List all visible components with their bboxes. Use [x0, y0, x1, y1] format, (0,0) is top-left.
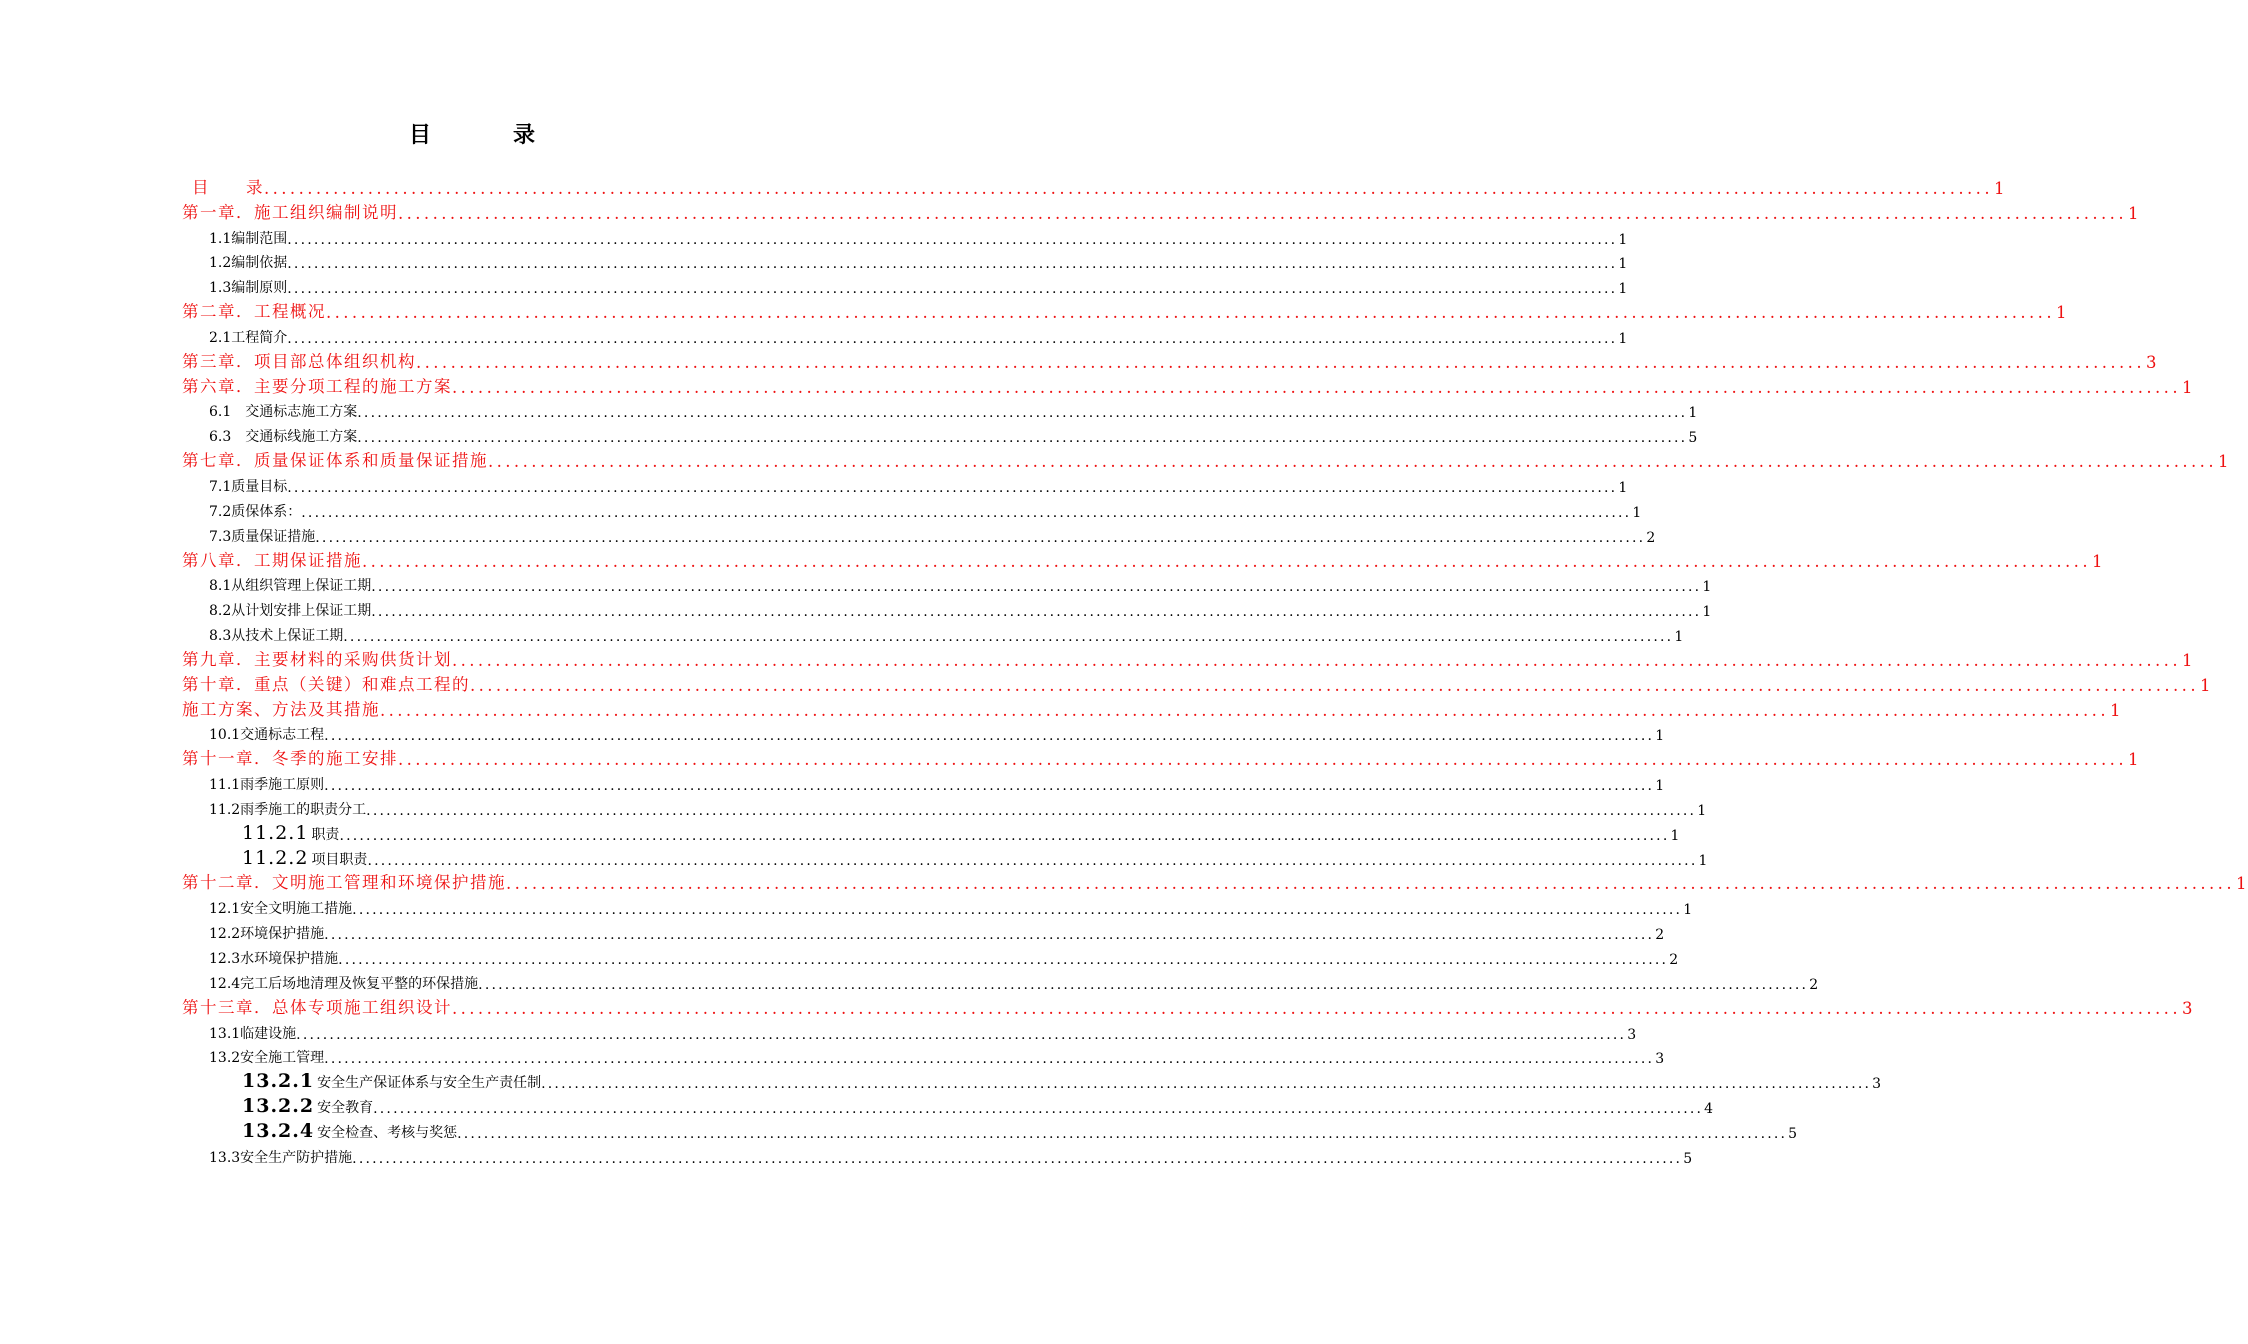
- toc-entry-label: [209, 526, 315, 546]
- toc-leader-dots: ........................................................................................................................................................................................................: [315, 529, 1646, 546]
- toc-entry[interactable]: [182, 173, 2006, 198]
- toc-entry-label: [209, 774, 324, 794]
- toc-leader-dots: ........................................................................................................................................................................................................: [357, 430, 1688, 447]
- toc-page-number: 1: [1618, 256, 1628, 273]
- toc-entry-text: 13.2安全施工管理: [209, 1050, 325, 1067]
- toc-entry-label: [182, 298, 326, 322]
- table-of-contents: [182, 173, 2248, 1167]
- toc-page-number: 4: [1704, 1101, 1714, 1118]
- toc-leader-dots: ........................................................................................................................................................................................................: [452, 998, 2181, 1018]
- toc-entry-text: 8.3从技术上保证工期: [209, 628, 344, 645]
- toc-page-number: 1: [2181, 650, 2194, 670]
- toc-entry-label: [209, 401, 357, 421]
- toc-entry-label: [182, 745, 398, 769]
- toc-entry-text: 12.1安全文明施工措施: [209, 901, 353, 918]
- toc-entry-label: [182, 696, 380, 720]
- toc-page-number: 1: [1670, 827, 1680, 844]
- toc-entry-text: 第三章．项目部总体组织机构: [182, 351, 416, 371]
- toc-entry[interactable]: [182, 471, 1628, 496]
- toc-leader-dots: ........................................................................................................................................................................................................: [287, 256, 1618, 273]
- toc-entry-number: 11.2.2: [242, 846, 309, 869]
- toc-entry[interactable]: [182, 397, 1698, 422]
- toc-entry-label: [242, 1120, 457, 1142]
- toc-entry[interactable]: [182, 1117, 1798, 1142]
- toc-entry-label: [182, 199, 398, 223]
- toc-leader-dots: ........................................................................................................................................................................................................: [367, 852, 1698, 869]
- toc-leader-dots: ........................................................................................................................................................................................................: [338, 952, 1669, 968]
- toc-entry-text: 项目职责: [311, 851, 368, 868]
- toc-entry-label: [209, 799, 366, 819]
- toc-entry-number: 13.2.1: [242, 1070, 315, 1093]
- toc-entry-text: 6.1 交通标志施工方案: [209, 404, 358, 421]
- toc-entry-label: [209, 426, 357, 446]
- toc-entry[interactable]: [182, 372, 2194, 397]
- toc-page-number: 1: [2181, 377, 2194, 397]
- toc-page-number: 2: [1646, 529, 1656, 546]
- toc-entry-text: 第九章．主要材料的采购供货计划: [182, 649, 452, 669]
- toc-entry-text: 11.2雨季施工的职责分工: [209, 801, 367, 818]
- toc-leader-dots: ........................................................................................................................................................................................................: [478, 976, 1809, 993]
- toc-entry-label: [242, 1095, 373, 1117]
- toc-page-number: 1: [1697, 802, 1707, 819]
- toc-entry-label: [209, 501, 301, 521]
- toc-page-number: 3: [2145, 352, 2158, 372]
- toc-entry[interactable]: [182, 794, 1707, 819]
- toc-leader-dots: ........................................................................................................................................................................................................: [287, 281, 1618, 298]
- toc-page-number: 1: [2091, 551, 2104, 571]
- toc-entry-text: 第六章．主要分项工程的施工方案: [182, 376, 452, 396]
- toc-entry-text: 第十章．重点（关键）和难点工程的: [182, 674, 470, 694]
- toc-leader-dots: ........................................................................................................................................................................................................: [541, 1076, 1872, 1093]
- toc-entry[interactable]: [182, 744, 2140, 770]
- toc-entry-label: [182, 671, 470, 695]
- toc-leader-dots: ........................................................................................................................................................................................................: [324, 778, 1655, 795]
- toc-entry-label: [209, 228, 287, 248]
- toc-entry-text: 第八章．工期保证措施: [182, 550, 362, 570]
- toc-entry-text: 安全生产保证体系与安全生产责任制: [317, 1075, 542, 1092]
- toc-leader-dots: ........................................................................................................................................................................................................: [343, 629, 1674, 646]
- toc-page-number: 1: [2235, 874, 2248, 894]
- toc-entry-text: 12.4完工后场地清理及恢复平整的环保措施: [209, 975, 479, 992]
- toc-entry[interactable]: [182, 943, 1679, 968]
- toc-entry-text: 7.1质量目标: [209, 478, 288, 495]
- toc-entry-text: 7.3质量保证措施: [209, 528, 316, 545]
- toc-leader-dots: ........................................................................................................................................................................................................: [357, 405, 1688, 422]
- toc-entry-label: [209, 724, 324, 744]
- toc-entry-label: [209, 1147, 352, 1167]
- toc-page-number: 3: [1655, 1051, 1665, 1068]
- page-title: 目 录: [408, 122, 565, 148]
- toc-entry[interactable]: [182, 223, 1628, 248]
- toc-entry[interactable]: [182, 1043, 1665, 1068]
- toc-entry-text: 6.3 交通标线施工方案: [209, 429, 358, 446]
- toc-entry-text: 第十三章．总体专项施工组织设计: [182, 997, 452, 1017]
- toc-entry[interactable]: [182, 521, 1656, 546]
- toc-entry-label: [209, 948, 338, 968]
- toc-entry-text: 10.1交通标志工程: [209, 727, 325, 744]
- toc-entry[interactable]: [182, 670, 2212, 695]
- toc-page-number: 1: [1618, 231, 1628, 248]
- toc-entry[interactable]: [182, 446, 2230, 472]
- toc-entry[interactable]: [182, 1092, 1714, 1118]
- toc-leader-dots: ........................................................................................................................................................................................................: [398, 203, 2127, 223]
- toc-entry-text: 8.1从组织管理上保证工期: [209, 578, 372, 595]
- toc-page-number: 1: [2199, 675, 2212, 695]
- toc-entry-text: 12.3水环境保护措施: [209, 951, 339, 967]
- toc-page-number: 1: [1702, 604, 1712, 621]
- toc-entry-number: 13.2.2: [242, 1095, 315, 1118]
- toc-entry-label: [182, 994, 452, 1018]
- toc-page-number: 1: [1702, 579, 1712, 596]
- toc-entry-label: [209, 1047, 324, 1067]
- toc-leader-dots: ........................................................................................................................................................................................................: [371, 579, 1702, 596]
- toc-entry[interactable]: [182, 1018, 1637, 1043]
- toc-entry[interactable]: [182, 645, 2194, 670]
- toc-entry-text: 1.3编制原则: [209, 280, 288, 297]
- toc-page-number: 1: [1632, 504, 1642, 521]
- toc-entry-label: [209, 476, 287, 496]
- toc-leader-dots: ........................................................................................................................................................................................................: [371, 604, 1702, 621]
- toc-leader-dots: ........................................................................................................................................................................................................: [324, 728, 1655, 745]
- toc-entry-label: [209, 252, 287, 272]
- toc-entry[interactable]: [182, 248, 1628, 273]
- toc-page-number: 2: [1655, 927, 1665, 944]
- toc-page-number: 1: [1618, 330, 1628, 347]
- toc-entry[interactable]: [182, 968, 1819, 993]
- toc-entry-label: [182, 174, 264, 198]
- toc-leader-dots: ........................................................................................................................................................................................................: [324, 1051, 1655, 1068]
- toc-leader-dots: ........................................................................................................................................................................................................: [264, 178, 1993, 198]
- toc-entry-label: [182, 348, 416, 372]
- toc-leader-dots: ........................................................................................................................................................................................................: [352, 902, 1683, 919]
- toc-entry-label: [242, 1070, 541, 1092]
- toc-leader-dots: ........................................................................................................................................................................................................: [457, 1125, 1788, 1142]
- toc-leader-dots: ........................................................................................................................................................................................................: [470, 675, 2199, 695]
- toc-leader-dots: ........................................................................................................................................................................................................: [301, 504, 1632, 521]
- toc-page-number: 1: [1655, 728, 1665, 745]
- toc-leader-dots: ........................................................................................................................................................................................................: [352, 1150, 1683, 1167]
- toc-entry-text: 安全教育: [317, 1100, 374, 1117]
- toc-entry-text: 第十二章．文明施工管理和环境保护措施: [182, 873, 506, 893]
- toc-entry[interactable]: [182, 893, 1693, 919]
- toc-entry-label: [209, 277, 287, 297]
- toc-entry[interactable]: [182, 198, 2140, 223]
- toc-entry-text: 7.2质保体系：: [209, 503, 302, 520]
- toc-entry[interactable]: [182, 546, 2104, 571]
- toc-entry-label: [209, 973, 478, 993]
- toc-leader-dots: ........................................................................................................................................................................................................: [287, 479, 1618, 496]
- toc-entry[interactable]: [182, 496, 1642, 521]
- toc-page-number: 1: [1674, 629, 1684, 646]
- toc-entry-label: [182, 373, 452, 397]
- toc-leader-dots: ........................................................................................................................................................................................................: [488, 452, 2217, 472]
- toc-page-number: 3: [1627, 1026, 1637, 1043]
- toc-entry-label: [209, 1023, 296, 1043]
- toc-entry-text: 第十一章．冬季的施工安排: [182, 749, 398, 769]
- toc-leader-dots: ........................................................................................................................................................................................................: [416, 352, 2145, 372]
- toc-entry-label: [209, 575, 371, 595]
- toc-entry-label: [182, 547, 362, 571]
- toc-entry-text: 1.2编制依据: [209, 255, 288, 272]
- toc-entry-label: [182, 869, 506, 893]
- toc-entry[interactable]: [182, 571, 1712, 596]
- toc-entry-label: [182, 447, 488, 471]
- toc-entry[interactable]: [182, 844, 1708, 869]
- toc-entry-text: 第二章．工程概况: [182, 302, 326, 322]
- toc-entry[interactable]: [182, 322, 1628, 347]
- toc-entry-text: 8.2从计划安排上保证工期: [209, 603, 372, 620]
- toc-entry[interactable]: [182, 819, 1680, 844]
- toc-page-number: 1: [1655, 778, 1665, 795]
- toc-entry-label: [209, 625, 343, 645]
- toc-page-number: 5: [1688, 430, 1698, 447]
- toc-entry-label: [209, 327, 287, 347]
- toc-entry-text: 11.1雨季施工原则: [209, 777, 325, 794]
- toc-entry-number: 13.2.4: [242, 1119, 315, 1142]
- toc-page-number: 3: [2181, 998, 2194, 1018]
- toc-page-number: 1: [1993, 178, 2006, 198]
- toc-page-number: 1: [1688, 405, 1698, 422]
- toc-entry[interactable]: [182, 993, 2194, 1018]
- toc-entry[interactable]: [182, 769, 1665, 795]
- toc-entry-text: 13.1临建设施: [209, 1025, 297, 1042]
- toc-entry-text: 第一章．施工组织编制说明: [182, 202, 398, 222]
- toc-page-number: 1: [1683, 902, 1693, 919]
- toc-entry[interactable]: [182, 918, 1665, 944]
- toc-page-number: 1: [2127, 203, 2140, 223]
- toc-leader-dots: ........................................................................................................................................................................................................: [398, 750, 2127, 770]
- toc-entry-label: [209, 600, 371, 620]
- toc-page-number: 2: [1669, 952, 1679, 968]
- toc-entry[interactable]: [182, 421, 1698, 447]
- toc-entry[interactable]: [182, 297, 2068, 323]
- toc-entry-label: [209, 923, 324, 943]
- toc-entry[interactable]: [182, 272, 1628, 298]
- toc-entry-text: 目 录: [192, 177, 264, 197]
- toc-entry-number: 11.2.1: [242, 821, 309, 844]
- toc-page-number: 1: [2217, 452, 2230, 472]
- toc-entry[interactable]: [182, 1067, 1882, 1093]
- toc-entry-text: 施工方案、方法及其措施: [182, 699, 380, 719]
- toc-entry-text: 1.1编制范围: [209, 230, 288, 247]
- toc-page-number: 1: [1698, 852, 1708, 869]
- toc-leader-dots: ........................................................................................................................................................................................................: [373, 1101, 1704, 1118]
- toc-page-number: 1: [2109, 700, 2122, 720]
- toc-leader-dots: ........................................................................................................................................................................................................: [362, 551, 2091, 571]
- toc-leader-dots: ........................................................................................................................................................................................................: [452, 377, 2181, 397]
- toc-entry[interactable]: [182, 347, 2158, 372]
- toc-entry[interactable]: [182, 695, 2122, 720]
- toc-entry[interactable]: [182, 1142, 1693, 1167]
- toc-leader-dots: ........................................................................................................................................................................................................: [452, 650, 2181, 670]
- toc-entry[interactable]: [182, 620, 1684, 646]
- toc-entry-text: 12.2环境保护措施: [209, 926, 325, 943]
- toc-leader-dots: ........................................................................................................................................................................................................: [326, 303, 2055, 323]
- toc-page-number: 5: [1788, 1125, 1798, 1142]
- toc-entry[interactable]: [182, 869, 2248, 894]
- toc-entry-label: [242, 822, 339, 844]
- toc-entry-label: [182, 646, 452, 670]
- toc-leader-dots: ........................................................................................................................................................................................................: [287, 231, 1618, 248]
- toc-page-number: 1: [2127, 750, 2140, 770]
- toc-entry-text: 第七章．质量保证体系和质量保证措施: [182, 451, 488, 471]
- toc-leader-dots: ........................................................................................................................................................................................................: [380, 700, 2109, 720]
- toc-page-number: 1: [2055, 303, 2068, 323]
- toc-page-number: 1: [1618, 479, 1628, 496]
- toc-entry-label: [209, 898, 352, 918]
- toc-entry[interactable]: [182, 720, 1665, 745]
- toc-leader-dots: ........................................................................................................................................................................................................: [339, 827, 1670, 844]
- toc-entry-text: 安全检查、考核与奖惩: [317, 1124, 458, 1141]
- toc-page-number: 3: [1872, 1076, 1882, 1093]
- toc-page-number: 2: [1809, 976, 1819, 993]
- toc-entry-text: 职责: [311, 826, 340, 843]
- toc-page-number: 5: [1683, 1150, 1693, 1167]
- toc-entry-text: 2.1工程简介: [209, 329, 288, 346]
- toc-entry[interactable]: [182, 595, 1712, 621]
- toc-entry-text: 13.3安全生产防护措施: [209, 1149, 353, 1166]
- toc-leader-dots: ........................................................................................................................................................................................................: [287, 330, 1618, 347]
- toc-page-number: 1: [1618, 281, 1628, 298]
- toc-leader-dots: ........................................................................................................................................................................................................: [366, 802, 1697, 819]
- toc-leader-dots: ........................................................................................................................................................................................................: [324, 927, 1655, 944]
- toc-entry-label: [242, 847, 367, 869]
- toc-leader-dots: ........................................................................................................................................................................................................: [296, 1026, 1627, 1043]
- toc-leader-dots: ........................................................................................................................................................................................................: [506, 874, 2235, 894]
